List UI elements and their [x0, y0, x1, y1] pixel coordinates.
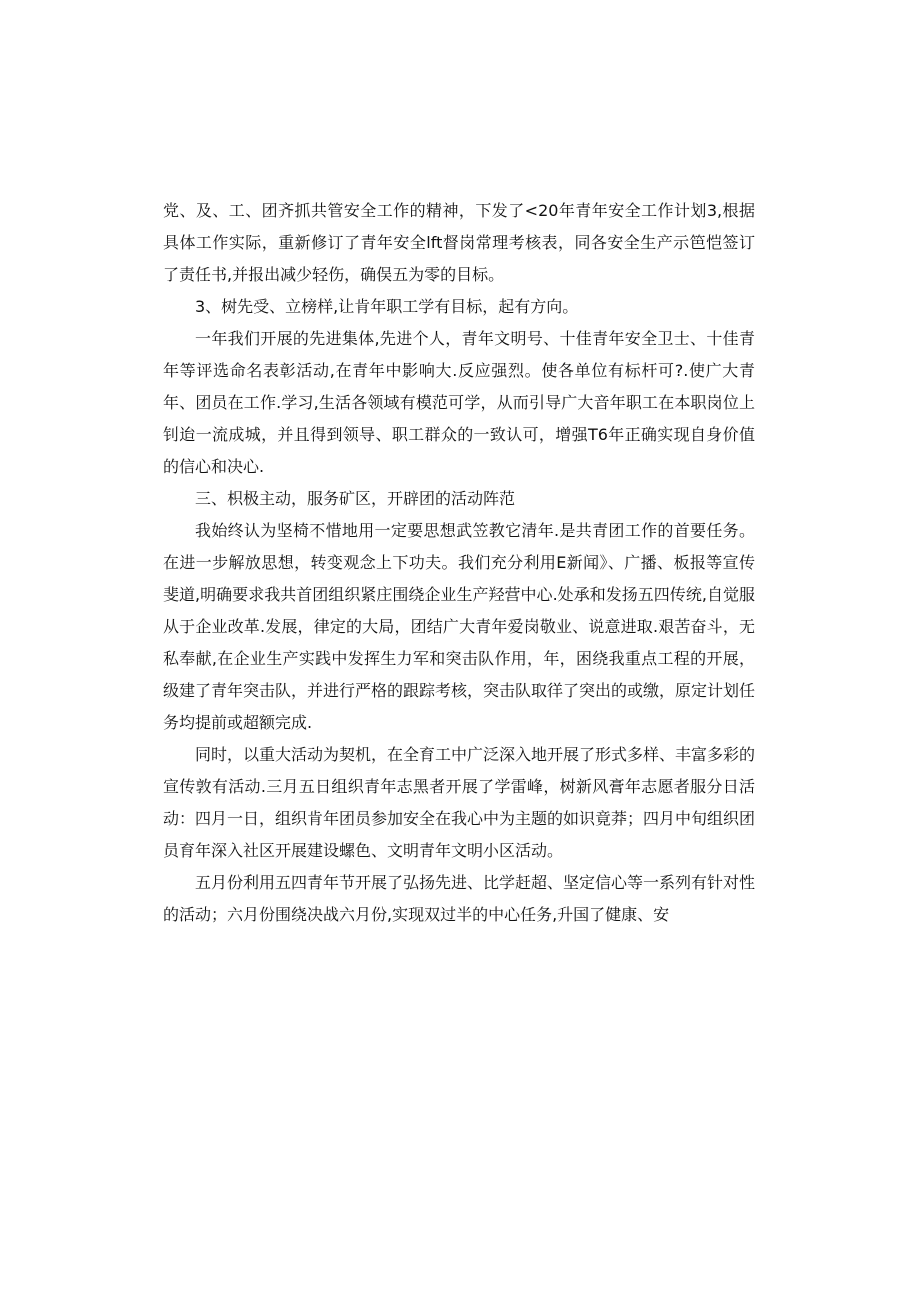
paragraph-awards: 一年我们开展的先进集体,先进个人，青年文明号、十佳青年安全卫士、十佳青年等评选命名表彰活动,在青年中影响大.反应强烈。使各单位有标杆可?.使广大青年、团员在工作.学习,生活各领域有模范可学，从而引导广大音年职工在本职岗位上钊迨一流成城，并且得到领导、职工群众的一致认可，增强T6年正确实现自身价值的信心和决心. — [163, 329, 755, 476]
paragraph-activities: 同时，以重大活动为契机，在全育工中广泛深入地开展了形式多样、丰富多彩的宣传敦有活动.三月五日组织青年志黑者开展了学雷峰，树新风膏年志愿者服分日活动：四月一日，组织肯年团员参加安全在我心中为主题的如识竟莽；四月中旬组织团员育年深入社区开展建设螺色、文明青年文明小区活动。 — [163, 745, 756, 860]
paragraph-ideology: 我始终认为坚椅不惜地用一定要思想武笠教它清年.是共青团工作的首要任务。在进一步解放思想，转变观念上下功夫。我们充分利用E新闻》、广播、板报等宣传斐道,明确要求我共首团组织紧庄围绕企业生产羟营中心.处承和发扬五四传统,自觉服从于企业改革.发展，律定的大局，团结广大青年爱岗敬业、说意进取.艰苦奋斗，无私奉献,在企业生产实践中发挥生力军和突击队作用，年，困绕我重点工程的开展，级建了青年突击队，并进行严格的跟踪考核，突击队取徉了突出的或缴，原定计划任务均提前或超额完成. — [163, 521, 756, 732]
paragraph-item-3-heading: 3、树先受、立榜样,让肯年职工学有目标，起有方向。 — [195, 297, 579, 316]
section-heading-three: 三、枳极主动，服务矿区，开辟团的活动阵范 — [195, 489, 516, 508]
paragraph-may-june: 五月份利用五四青年节开展了弘扬先进、比学赶超、坚定信心等一系列有针对性的活动；六月份围绕决战六月份,实现双过半的中心任务,升国了健康、安 — [163, 873, 756, 924]
document-body — [163, 195, 755, 931]
paragraph-continuation: 党、及、工、团齐抓共管安全工作的精神，下发了<20年青年安全工作计划3,根据具体工作实际，重新修订了青年安全lft督岗常理考核表，同各安全生产示笆恺签订了责任书,并报出减少轻伤，确俣五为零的目标。 — [163, 201, 755, 284]
